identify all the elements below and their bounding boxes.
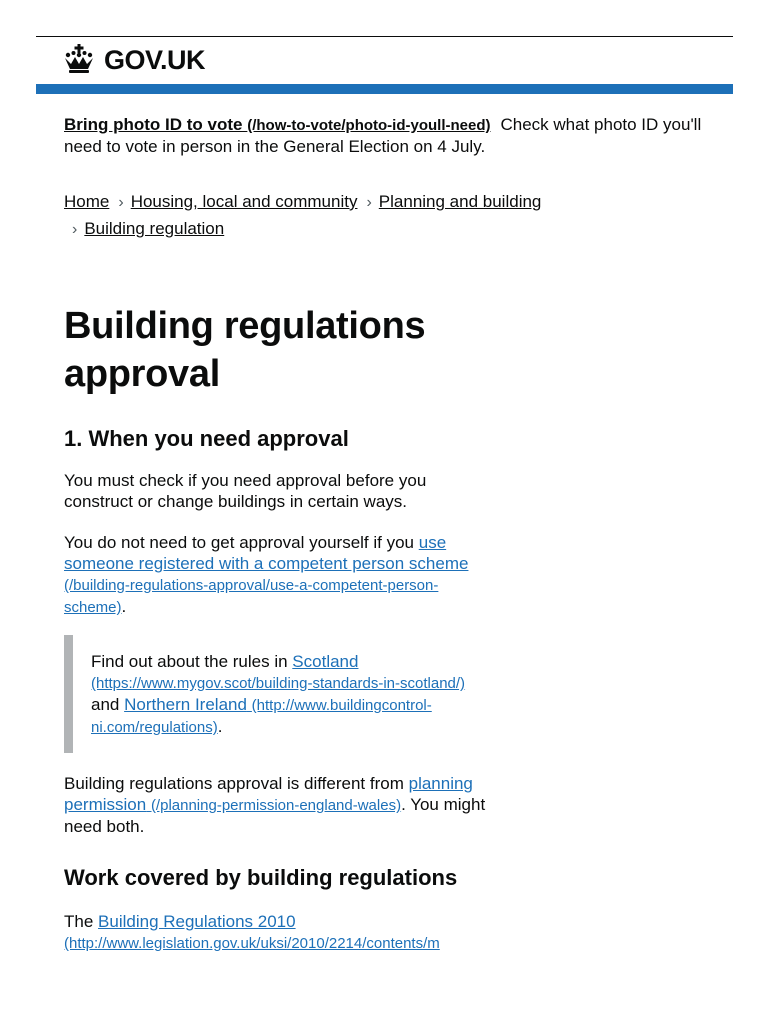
northern-ireland-link-text: Northern Ireland — [124, 695, 247, 714]
inset-before: Find out about the rules in — [91, 652, 293, 671]
header-blue-bar — [36, 84, 733, 94]
govuk-logotype: GOV.UK — [104, 44, 206, 75]
competent-person-link-url: (/building-regulations-approval/use-a-competent-person-scheme) — [64, 577, 439, 616]
photo-id-link-url: (/how-to-vote/photo-id-youll-need) — [247, 117, 491, 134]
banner-text: Check what photo ID you'll need to vote in person in the General Election on 4 July. — [64, 115, 702, 156]
planning-permission-link-text: planning permission — [64, 774, 473, 814]
scotland-link-text: Scotland — [292, 652, 359, 671]
govuk-logo-link[interactable] — [62, 43, 205, 77]
breadcrumb-housing[interactable]: Housing, local and community — [130, 192, 358, 211]
breadcrumb-line-1 — [64, 189, 724, 216]
planning-paragraph — [64, 773, 494, 837]
breadcrumb-home[interactable]: Home — [64, 192, 110, 211]
breadcrumb — [64, 189, 724, 243]
section-heading: 1. When you need approval — [64, 426, 349, 451]
intro-paragraph: You must check if you need approval before you construct or change buildings in certain ways. — [64, 471, 427, 511]
chevron-right-icon: › — [72, 221, 78, 238]
photo-id-link-label: Bring photo ID to vote — [64, 115, 243, 134]
northern-ireland-link-url: (http://www.buildingcontrol-ni.com/regulations) — [91, 697, 432, 736]
inset-paragraph — [91, 651, 491, 738]
para3-after: . You might need both. — [64, 795, 486, 836]
inset-text — [64, 635, 493, 753]
breadcrumb-building-regulation[interactable]: Building regulation — [84, 219, 225, 238]
chevron-right-icon: › — [118, 194, 124, 211]
competent-person-paragraph — [64, 532, 494, 618]
photo-id-link[interactable] — [64, 115, 491, 134]
building-regulations-2010-link[interactable] — [64, 912, 440, 952]
inset-middle: and — [91, 695, 125, 714]
work-covered-heading: Work covered by building regulations — [64, 865, 458, 890]
para2-before: You do not need to get approval yourself if you — [64, 533, 419, 552]
page-title: Building regulations approval — [64, 305, 426, 395]
breadcrumb-planning[interactable]: Planning and building — [378, 192, 542, 211]
crown-icon — [62, 43, 96, 77]
breadcrumb-line-2 — [64, 216, 724, 243]
para2-after: . — [121, 597, 127, 616]
planning-permission-link-url: (/planning-permission-england-wales) — [150, 797, 402, 814]
chevron-right-icon: › — [366, 194, 372, 211]
inset-after: . — [217, 717, 223, 736]
northern-ireland-link[interactable] — [91, 695, 432, 736]
header-top-rule — [36, 36, 733, 37]
building-regulations-2010-link-url: (http://www.legislation.gov.uk/uksi/2010/2214/contents/m — [64, 935, 440, 952]
govuk-header — [62, 42, 205, 78]
election-banner — [64, 114, 704, 157]
scotland-link-url: (https://www.mygov.scot/building-standards-in-scotland/) — [91, 675, 466, 692]
regulations-paragraph — [64, 911, 494, 954]
para3-before: Building regulations approval is different from — [64, 774, 409, 793]
para4-before: The — [64, 912, 99, 931]
building-regulations-2010-link-text: Building Regulations 2010 — [98, 912, 296, 931]
competent-person-link-text: use someone registered with a competent person scheme — [64, 533, 469, 573]
